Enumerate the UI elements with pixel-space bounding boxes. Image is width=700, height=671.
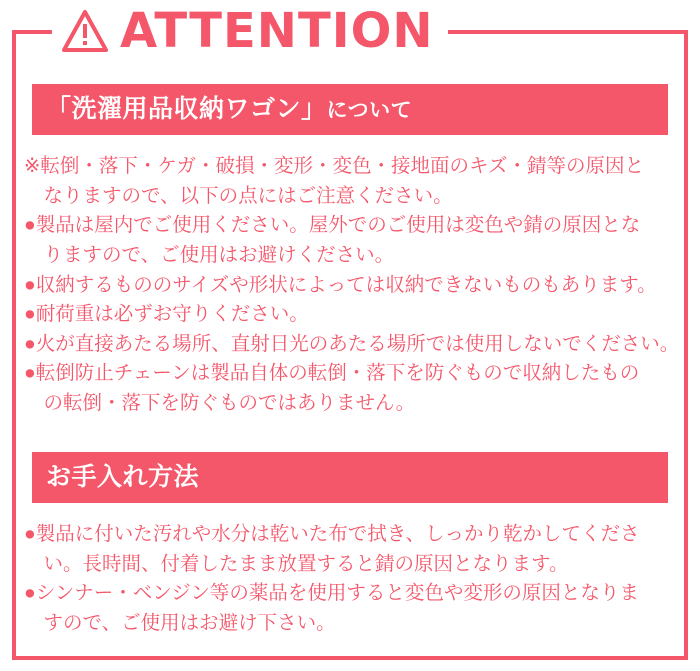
section-heading-main: 「洗濯用品収納ワゴン」 bbox=[46, 95, 327, 123]
frame-border-top-left bbox=[12, 30, 52, 34]
body-line: りますので、ご使用はお避けください。 bbox=[24, 243, 395, 266]
section-heading-product bbox=[32, 84, 668, 135]
section-heading-main: お手入れ方法 bbox=[46, 463, 200, 491]
section-body-maintenance bbox=[24, 520, 676, 639]
body-line: ●収納するもののサイズや形状によっては収納できないものもあります。 bbox=[24, 273, 657, 296]
section-body-product bbox=[24, 152, 680, 419]
body-line: の転倒・落下を防ぐものではありません。 bbox=[24, 392, 416, 414]
body-line: ●転倒防止チェーンは製品自体の転倒・落下を防ぐもので収納したもの bbox=[24, 362, 640, 385]
body-line: ●製品に付いた汚れや水分は乾いた布で拭き、しっかり乾かしてくださ bbox=[24, 523, 640, 545]
section-heading-sub: について bbox=[326, 99, 413, 122]
body-line: い。長時間、付着したまま放置すると錆の原因となります。 bbox=[24, 552, 569, 575]
frame-border-left bbox=[12, 30, 16, 660]
body-line: なりますので、以下の点にはご注意ください。 bbox=[24, 184, 453, 207]
body-line: ※転倒・落下・ケガ・破損・変形・変色・接地面のキズ・錆等の原因と bbox=[24, 155, 645, 177]
body-line: ●製品は屋内でご使用ください。屋外でのご使用は変色や錆の原因とな bbox=[24, 214, 641, 237]
page-title: ATTENTION bbox=[120, 3, 434, 59]
frame-border-bottom bbox=[12, 656, 688, 660]
body-line: すので、ご使用はお避け下さい。 bbox=[24, 611, 336, 634]
body-line: ●火が直接あたる場所、直射日光のあたる場所では使用しないでください。 bbox=[24, 332, 680, 355]
section-heading-maintenance bbox=[32, 452, 668, 503]
frame-border-right bbox=[684, 30, 688, 660]
attention-header bbox=[52, 0, 448, 62]
warning-triangle-icon bbox=[62, 10, 108, 52]
body-line: ●シンナー・ベンジン等の薬品を使用すると変色や変形の原因となりま bbox=[24, 582, 639, 605]
body-line: ●耐荷重は必ずお守りください。 bbox=[24, 303, 309, 326]
